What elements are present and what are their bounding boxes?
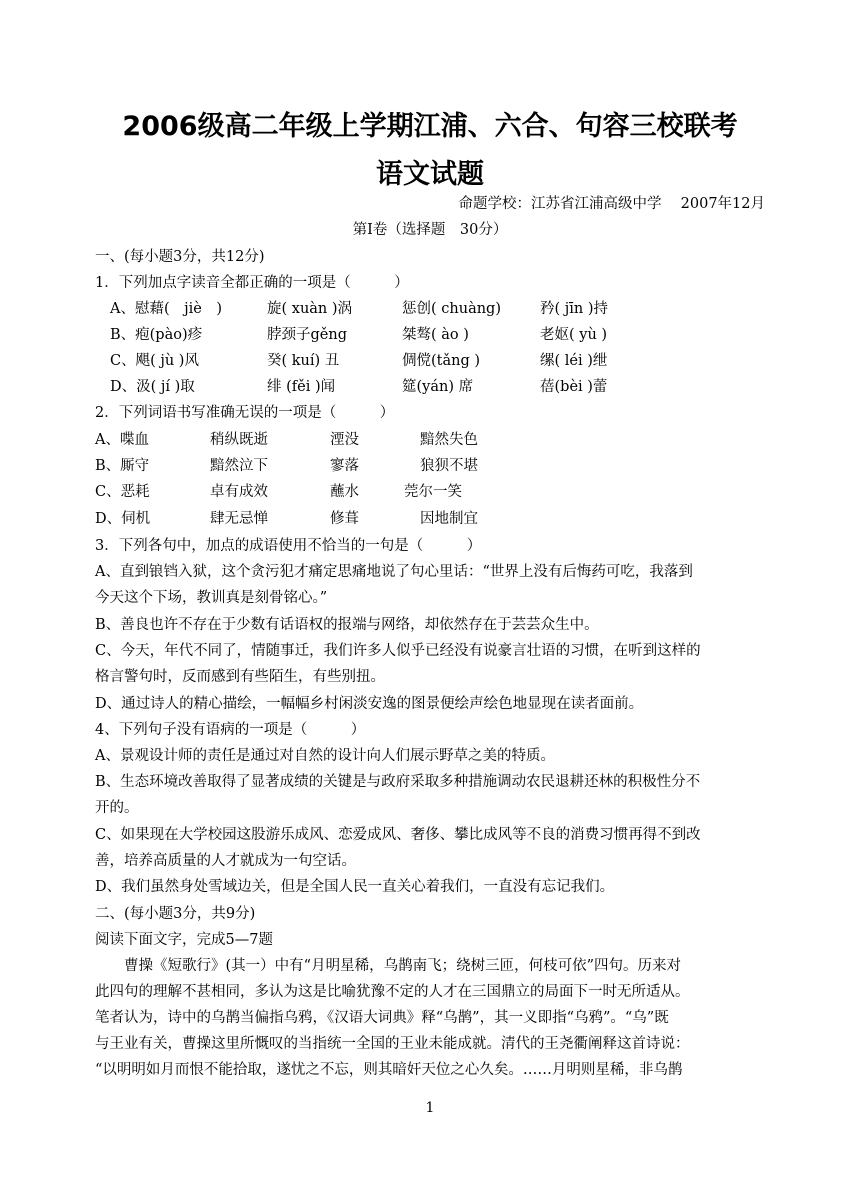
q1-option: 矜( jīn )持 [540,301,609,317]
passage-line: 与王业有关，曹操这里所慨叹的当指统一全国的王业未能成就。清代的王尧衢阐释这首诗说： [95,1036,690,1052]
q1-option: 蓓(bèi )蕾 [540,379,608,395]
q4-option-c-cont: 善，培养高质量的人才就成为一句空话。 [95,853,356,869]
q2-option: D、伺机 [95,511,151,527]
exam-meta: 命题学校：江苏省江浦高级中学 2007年12月 [458,196,765,212]
q1-option: 惩创( chuàng) [402,301,501,317]
q1-option: 筵(yán) 席 [402,379,474,395]
q3-option-c-cont: 格言警句时，反而感到有些陌生，有些别扭。 [95,669,385,685]
passage-line: 笔者认为，诗中的乌鹊当偏指乌鸦，《汉语大词典》释“乌鹊”，其一义即指“乌鸦”。“乌”既 [95,1010,669,1026]
passage-line: 此四句的理解不甚相同，多认为这是比喻犹豫不定的人才在三国鼎立的局面下一时无所适从。 [95,984,690,1000]
question-4-stem: 4、下列句子没有语病的一项是（ ） [95,722,366,738]
q3-option-a-cont: 今天这个下场，教训真是刻骨铭心。” [95,590,328,606]
q3-option-b: B、善良也许不存在于少数有话语权的报端与网络，却依然存在于芸芸众生中。 [95,617,599,633]
q2-option: 因地制宜 [420,511,478,527]
q1-option: C、飓( jù )风 [110,353,199,369]
q1-option: 缧( léi )绁 [540,353,608,369]
passage-line: “以明明如月而恨不能拾取，遂忧之不忘，则其暗奸天位之心久矣。……月明则星稀，非乌鹊 [95,1062,683,1078]
exam-subtitle: 语文试题 [376,159,484,190]
q2-option: A、喋血 [95,432,149,448]
q4-option-b: B、生态环境改善取得了显著成绩的关键是与政府采取多种措施调动农民退耕还林的积极性分不 [95,774,701,790]
q2-option: 狼狈不堪 [420,458,478,474]
section-two-heading: 二、(每小题3分，共9分) [95,906,256,922]
q2-option: 黯然泣下 [210,458,268,474]
q3-option-d: D、通过诗人的精心描绘，一幅幅乡村闲淡安逸的图景便绘声绘色地显现在读者面前。 [95,696,644,712]
q2-option: 莞尔一笑 [404,484,462,500]
q4-option-c: C、如果现在大学校园这股游乐成风、恋爱成风、奢侈、攀比成风等不良的消费习惯再得不到改 [95,827,701,843]
question-1-stem: 1．下列加点字读音全都正确的一项是（ ） [95,275,409,291]
q2-option: 肆无忌惮 [210,511,268,527]
q2-option: 稍纵既逝 [210,432,268,448]
q3-option-c: C、今天，年代不同了，情随事迁，我们许多人似乎已经没有说豪言壮语的习惯，在听到这样的 [95,643,701,659]
q2-option: 湮没 [330,432,359,448]
q2-option: 修葺 [330,511,359,527]
q2-option: 蘸水 [330,484,359,500]
question-2-stem: 2．下列词语书写准确无误的一项是（ ） [95,405,395,421]
q4-option-d: D、我们虽然身处雪域边关，但是全国人民一直关心着我们，一直没有忘记我们。 [95,879,615,895]
q2-option: B、厮守 [95,458,150,474]
q1-option: D、汲( jí )取 [110,379,195,395]
q1-option: 脖颈子gěng [267,327,347,343]
q2-option: 黯然失色 [420,432,478,448]
q1-option: A、慰藉( jiè ) [110,301,222,317]
q1-option: 绯 (fěi )闻 [267,379,336,395]
q2-option: C、恶耗 [95,484,150,500]
q1-option: 桀骜( ào ) [402,327,469,343]
q1-option: B、疱(pào)疹 [110,327,203,343]
q4-option-a: A、景观设计师的责任是通过对自然的设计向人们展示野草之美的特质。 [95,748,555,764]
section-one-heading: 一、(每小题3分，共12分) [95,249,265,265]
q2-option: 卓有成效 [210,484,268,500]
q1-option: 旋( xuàn )涡 [267,301,353,317]
volume-heading: 第Ⅰ卷（选择题 30分） [352,222,508,238]
q4-option-b-cont: 开的。 [95,800,139,816]
passage-line: 曹操《短歌行》(其一）中有“月明星稀，乌鹊南飞；绕树三匝，何枝可依”四句。历来对 [95,958,681,974]
page-number: 1 [425,1100,435,1116]
exam-title: 2006级高二年级上学期江浦、六合、句容三校联考 [122,111,738,142]
q1-option: 老妪( yù ) [540,327,608,343]
q1-option: 癸( kuí) 丑 [267,353,340,369]
q2-option: 寥落 [330,458,359,474]
reading-instruction: 阅读下面文字，完成5—7题 [95,932,273,948]
q3-option-a: A、直到锒铛入狱，这个贪污犯才痛定思痛地说了句心里话：“世界上没有后悔药可吃，我落到 [95,564,693,580]
q1-option: 倜傥(tǎng ) [402,353,481,369]
question-3-stem: 3．下列各句中，加点的成语使用不恰当的一句是（ ） [95,538,482,554]
